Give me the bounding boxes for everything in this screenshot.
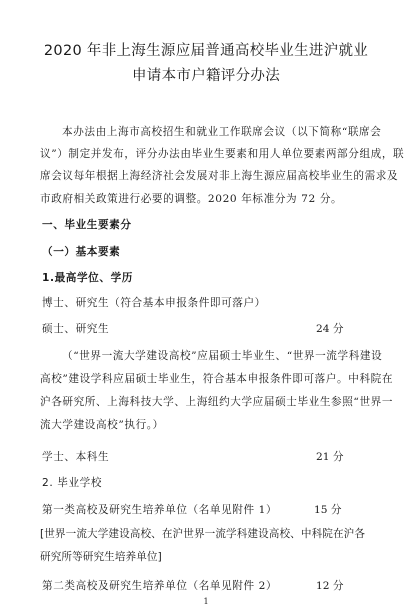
master-note-line2: 高校”建设学科应届硕士毕业生，符合基本申报条件即可落户。中科院在 [40,373,394,385]
degree-bachelor-score: 21 分 [316,451,344,463]
school-category2-score: 12 分 [316,580,344,592]
school-category2: 第二类高校及研究生培养单位（名单见附件 2） [42,580,278,592]
school-category1-score: 15 分 [314,504,342,516]
page-number: 1 [203,597,209,606]
master-note-line3: 沪各研究所、上海科技大学、上海纽约大学应届硕士毕业生参照“世界一 [40,396,394,408]
degree-doctor: 博士、研究生（符合基本申报条件即可落户） [42,297,266,309]
item-heading-degree: 1.最高学位、学历 [42,272,133,284]
doc-title-line1: 2020 年非上海生源应届普通高校毕业生进沪就业 [43,43,369,59]
doc-title-line2: 申请本市户籍评分办法 [132,68,280,84]
school-category1: 第一类高校及研究生培养单位（名单见附件 1） [42,504,278,516]
master-note-line1: （“世界一流大学建设高校”应届硕士毕业生、“世界一流学科建设 [62,350,383,362]
category1-detail-line2: 研究所等研究生培养单位] [40,551,162,563]
subsection-heading-basic: （一）基本要素 [42,246,121,258]
item-heading-school: 2. 毕业学校 [42,477,103,489]
degree-master: 硕士、研究生 [42,323,110,335]
intro-line2: 议”）制定并发布，评分办法由毕业生要素和用人单位要素两部分组成，联 [40,148,405,160]
section-heading-graduate-factors: 一、毕业生要素分 [42,219,132,231]
degree-master-score: 24 分 [316,323,344,335]
category1-detail-line1: [世界一流大学建设高校、在沪世界一流学科建设高校、中科院在沪各 [40,528,366,540]
intro-line3: 席会议每年根据上海经济社会发展对非上海生源应届高校毕业生的需求及 [40,170,399,182]
master-note-line4: 流大学建设高校”执行。） [40,419,164,431]
intro-line4: 市政府相关政策进行必要的调整。2020 年标准分为 72 分。 [40,193,343,205]
degree-bachelor: 学士、本科生 [42,451,110,463]
intro-line1: 本办法由上海市高校招生和就业工作联席会议（以下简称“联席会 [62,126,382,138]
